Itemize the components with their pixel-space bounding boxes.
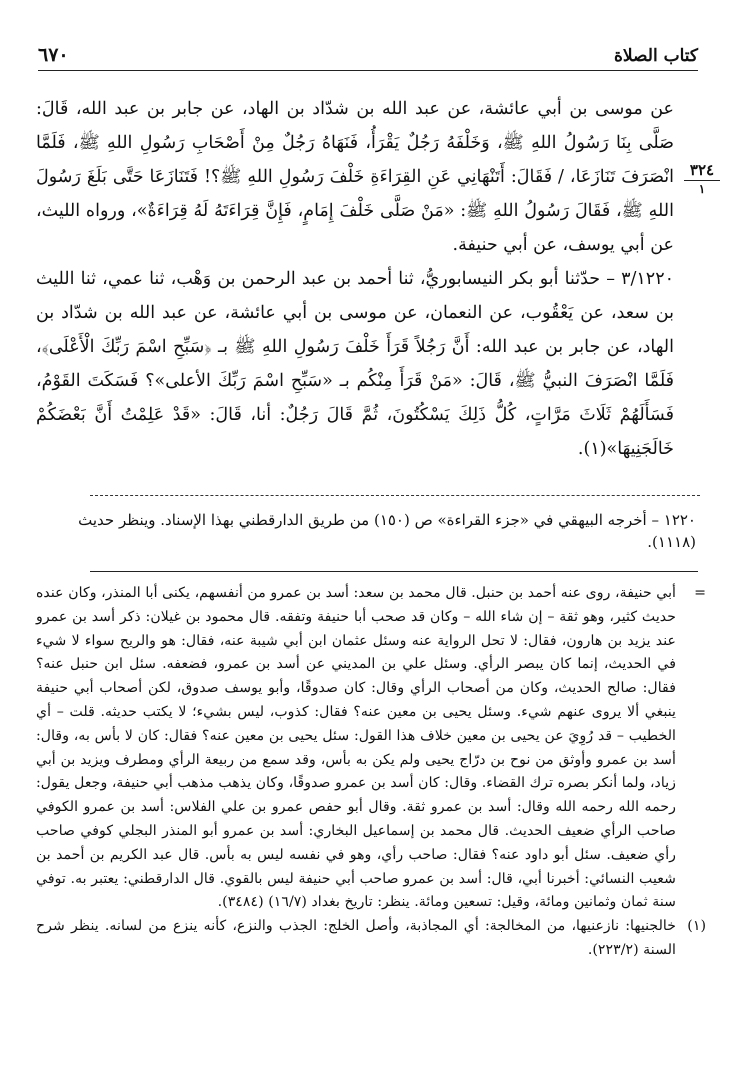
page-header	[38, 36, 698, 71]
footnote-1-marker: (١)	[687, 918, 706, 935]
footnote-1-text: خالجنيها: نازعنيها، من المخالجة: أي المجاذبة، وأصل الخلج: الجذب والنزع، كأنه ينزع من لسانه. ينظر شرح السنة (٢٢٣/٢).	[36, 918, 676, 958]
footnote-1	[36, 915, 706, 963]
hadith-paragraph-1: عن موسى بن أبي عائشة، عن عبد الله بن شدّاد بن الهاد، عن جابر بن عبد الله، قَالَ: صَلَّى بِنَا رَسُولُ اللهِ ﷺ، وَخَلْفَهُ رَجُلٌ يَقْرَأُ، فَنَهَاهُ رَجُلٌ مِنْ أَصْحَابِ رَسُولِ اللهِ ﷺ، فَلَمَّا انْصَرَفَ تَنَازَعَا، / فَقَالَ: أَتَنْهَانِي عَنِ القِرَاءَةِ خَلْفَ رَسُولِ اللهِ ﷺ؟! فَتَنَازَعَا حَتَّى بَلَغَ رَسُولَ اللهِ ﷺ، فَقَالَ رَسُولُ اللهِ ﷺ: «مَنْ صَلَّى خَلْفَ إِمَامٍ، فَإِنَّ قِرَاءَتَهُ لَهُ قِرَاءَةٌ»، ورواه الليث، عن أبي يوسف، عن أبي حنيفة.	[36, 99, 674, 255]
continuation-marker: =	[694, 585, 706, 601]
footnotes	[36, 582, 706, 963]
takhrij-note: ١٢٢٠ – أخرجه البيهقي في «جزء القراءة» ص (١٥٠) من طريق الدارقطني بهذا الإسناد. وينظر حديث (١١١٨).	[78, 511, 696, 551]
folio-number: ٣٢٤	[684, 162, 720, 181]
manuscript-folio-ref	[684, 162, 720, 198]
footnote-continuation	[36, 582, 706, 915]
main-text	[36, 92, 674, 466]
running-title: كتاب الصلاة	[613, 46, 698, 66]
dashed-divider	[90, 495, 700, 496]
page-number: ٦٧٠	[38, 44, 69, 66]
hadith-paragraph-2: ٣/١٢٢٠ – حدّثنا أبو بكر النيسابوريُّ، ثنا أحمد بن عبد الرحمن بن وَهْب، ثنا عمي، ثنا الليث بن سعد، عن يَعْقُوب، عن النعمان، عن موسى بن أبي عائشة، عن عبد الله بن شدّاد بن الهاد، عن جابر بن عبد الله: أَنَّ رَجُلاً قَرَأَ خَلْفَ رَسُولِ اللهِ ﷺ بـ ﴿سَبِّحِ اسْمَ رَبِّكَ الْأَعْلَى﴾، فَلَمَّا انْصَرَفَ النبيُّ ﷺ، قَالَ: «مَنْ قَرَأَ مِنْكُم بـ «سَبِّحِ اسْمَ رَبِّكَ الأعلى»؟ فَسَكَتَ القَوْمُ، فَسَأَلَهُمْ ثَلَاثَ مَرَّاتٍ، كُلُّ ذَلِكَ يَسْكُتُونَ، ثُمَّ قَالَ رَجُلٌ: أنا، قَالَ: «قَدْ عَلِمْتُ أَنَّ بَعْضَكُمْ خَالَجَنِيهَا»(١).	[36, 269, 674, 459]
footnote-divider	[90, 571, 698, 572]
footnote-continuation-text: أبي حنيفة، روى عنه أحمد بن حنبل. قال محمد بن سعد: أسد بن عمرو من أنفسهم، يكنى أبا المنذر، وكان عنده حديث كثير، وهو ثقة – إن شاء الله – وكان قد صحب أبا حنيفة وتفقه. قال محمود بن غيلان: ذكر أسد بن عمرو عند يزيد بن هارون، فقال: لا تحل الرواية عنه وسئل عثمان ابن أبي شيبة عنه، فقال: هو والريح سواء لا شيء في الحديث، إنما كان يبصر الرأي. وسئل علي بن المديني عن أسد بن عمرو، فضعفه. سئل ابن حنبل عنه؟ فقال: صالح الحديث، وكان من أصحاب الرأي وقال: كان صدوقًا، وأبو يوسف صدوق، لكن أصحاب أبي حنيفة ينبغي ألا يروى عنهم شيء. وسئل يحيى بن معين عنه؟ فقال: كذوب، ليس بشيء؛ لا يكتب حديثه. قلت – أي الخطيب – قد رُوِيَ عن يحيى بن معين خلاف هذا القول: سئل يحيى بن معين عنه؟ فقال: كان لا بأس به، وقال: أسد بن عمرو وأوثق من نوح بن درّاج يحيى ولم يكن به بأس، وقد سمع من ربيعة الرأي ومطرف ويزيد بن أبي زياد، ولما أنكر بصره ترك القضاء. وقال: كان أسد بن عمرو صدوقًا، وكان يذهب مذهب أبي حنيفة، وجعل يقول: رحمه الله رحمه الله وقال: أسد بن عمرو ثقة. وقال أبو حفص عمرو بن علي الفلاس: أسد بن عمرو الكوفي صاحب الرأي ضعيف الحديث. قال محمد بن إسماعيل البخاري: أسد بن عمرو أبو المنذر البجلي كوفي صاحب رأي ضعيف. سئل أبو داود عنه؟ فقال: صاحب رأي، وهو في نفسه ليس به بأس. قال عبد الكريم بن أحمد بن شعيب النسائي: أخبرنا أبي، قال: أسد بن عمرو صاحب أبي حنيفة ليس بالقوي. قال الدارقطني: يعتبر به. توفي سنة ثمان وثمانين ومائة، وقيل: تسعين ومائة. ينظر: تاريخ بغداد (١٦/٧) (٣٤٨٤).	[36, 585, 676, 911]
folio-side: ١	[698, 182, 706, 196]
